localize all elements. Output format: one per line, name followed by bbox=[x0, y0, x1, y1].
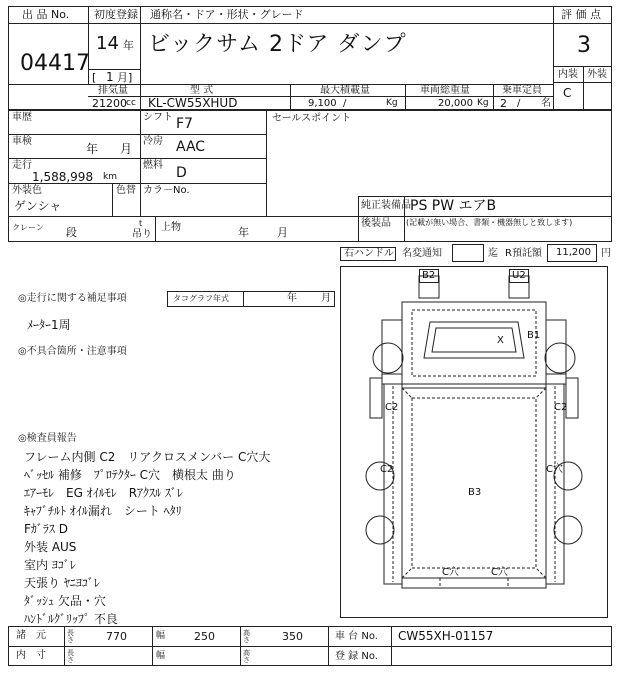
exterior-color-value: ゲンシャ bbox=[14, 199, 62, 213]
diagram-label-c-hole-bottom-left: C穴 bbox=[442, 567, 459, 578]
height-value: 350 bbox=[282, 630, 303, 643]
inspection-month-unit: 月 bbox=[120, 142, 133, 156]
dims-label: 諸 元 bbox=[16, 630, 46, 641]
extras-note: (記載が無い場合、書類・機器無しと致します) bbox=[406, 218, 573, 227]
diagram-label-c-hole-right: C穴 bbox=[546, 464, 563, 475]
driving-notes-title: ◎走行に関する補足事項 bbox=[18, 293, 127, 304]
inspection-label: 車検 bbox=[12, 136, 32, 147]
chassis-label: 車 台 No. bbox=[335, 631, 378, 642]
color-change-label: 色替 bbox=[116, 185, 136, 196]
history-label: 車歴 bbox=[12, 112, 32, 123]
diagram-label-b2: B2 bbox=[422, 270, 436, 281]
first-registration-label: 初度登録 bbox=[94, 8, 138, 21]
evaluation-score: 3 bbox=[577, 33, 591, 58]
interior-label: 内装 bbox=[558, 69, 578, 80]
report-line: 室内 ﾖｺﾞﾚ bbox=[24, 558, 76, 572]
color-number-label: カラ－No. bbox=[143, 185, 190, 196]
diagram-label-c2-left-lower: C2 bbox=[380, 464, 394, 475]
ac-label: 冷房 bbox=[143, 136, 163, 147]
lot-number-label: 出 品 No. bbox=[22, 8, 70, 21]
exterior-label: 外装 bbox=[587, 69, 607, 80]
report-line: Fｶﾞﾗｽ D bbox=[24, 522, 68, 536]
fuel-label: 燃料 bbox=[143, 160, 163, 171]
displacement-label: 排気量 bbox=[98, 85, 128, 96]
recycle-amount: 11,200 bbox=[556, 247, 591, 258]
meter-change-suffix: 迄 bbox=[488, 248, 498, 259]
report-line: ﾍﾞｯｾﾙ 補修 ﾌﾟﾛﾃｸﾀｰ C穴 横根太 曲り bbox=[24, 468, 236, 482]
month-bracket-open: [ bbox=[92, 71, 97, 84]
inspector-report-list bbox=[24, 448, 270, 628]
crane-label: クレーン bbox=[12, 223, 44, 232]
interior-dims-label: 内 寸 bbox=[16, 650, 46, 661]
crane-stage-unit: 段 bbox=[66, 226, 77, 239]
report-line: フレーム内側 C2 リアクロスメンバー C穴大 bbox=[24, 450, 271, 464]
length-label: 長さ bbox=[67, 629, 74, 645]
evaluation-label: 評 価 点 bbox=[561, 8, 601, 21]
max-load-label: 最大積載量 bbox=[320, 85, 370, 96]
interior-height-label: 高さ bbox=[243, 649, 250, 665]
crane-year-unit: 年 bbox=[238, 226, 249, 239]
diagram-label-x: X bbox=[497, 335, 504, 346]
diagram-label-u2: U2 bbox=[512, 270, 526, 281]
capacity-value: 2 bbox=[500, 97, 507, 110]
interior-grade: C bbox=[563, 86, 572, 100]
car-name: ビックサム 2ドア ダンプ bbox=[148, 32, 407, 57]
max-load-value: 9,100 bbox=[308, 98, 337, 109]
mileage-value: 1,588,998 bbox=[32, 170, 94, 184]
max-load-sep: / bbox=[343, 98, 347, 109]
model-code: KL-CW55XHUD bbox=[148, 96, 238, 110]
model-code-label: 型 式 bbox=[190, 85, 214, 96]
displacement-value: 21200 bbox=[92, 97, 127, 110]
tachograph-label: タコグラフ年式 bbox=[173, 294, 229, 303]
interior-width-label: 幅 bbox=[156, 651, 166, 661]
report-line: 天張り ﾔﾆﾖｺﾞﾚ bbox=[24, 576, 100, 590]
meter-change-label: 名変通知 bbox=[402, 248, 442, 259]
recycle-unit: 円 bbox=[601, 248, 611, 259]
inspector-report-title: ◎検査員報告 bbox=[18, 433, 77, 444]
diagram-label-b1: B1 bbox=[527, 330, 541, 341]
sales-point-label: セールスポイント bbox=[272, 113, 352, 124]
width-value: 250 bbox=[194, 630, 215, 643]
model-name-label: 通称名・ドア・形状・グレード bbox=[150, 8, 304, 21]
report-line: ﾊﾝﾄﾞﾙｸﾞﾘｯﾌﾟ 不良 bbox=[24, 612, 118, 626]
fuel-value: D bbox=[176, 165, 187, 181]
extras-label: 後装品 bbox=[361, 218, 391, 229]
first-registration-month-unit: 月] bbox=[117, 71, 133, 84]
capacity-unit: 名 bbox=[541, 98, 551, 109]
first-registration-year: 14 bbox=[96, 33, 119, 54]
meter-note: ﾒｰﾀｰ1周 bbox=[27, 318, 71, 332]
shift-label: シフト bbox=[143, 112, 173, 123]
lot-number: 04417 bbox=[20, 51, 90, 76]
capacity-sep: / bbox=[517, 98, 521, 109]
exterior-color-label: 外装色 bbox=[12, 185, 42, 196]
registration-label: 登 録 No. bbox=[335, 651, 378, 662]
chassis-number: CW55XH-01157 bbox=[398, 629, 494, 643]
mileage-label: 走行 bbox=[12, 160, 32, 171]
report-line: ﾀﾞｯｼｭ 欠品・穴 bbox=[24, 594, 106, 608]
max-load-unit: Kg bbox=[386, 98, 398, 108]
first-registration-month: 1 bbox=[106, 70, 114, 84]
meter-change-box bbox=[452, 244, 484, 262]
equipment-value: PS PW エアB bbox=[410, 198, 497, 214]
gross-weight-value: 20,000 bbox=[438, 98, 473, 109]
diagram-label-c2-left: C2 bbox=[385, 402, 399, 413]
crane-lift-t: t bbox=[139, 219, 143, 228]
tachograph-year-unit: 年 bbox=[287, 293, 297, 304]
diagram-label-c2-right: C2 bbox=[554, 402, 568, 413]
defects-title: ◎不具合箇所・注意事項 bbox=[18, 346, 127, 357]
report-line: ｷｬﾌﾞﾁﾙﾄ ｵｲﾙ漏れ シート ﾍﾀﾘ bbox=[24, 504, 182, 518]
diagram-label-b3: B3 bbox=[468, 487, 482, 498]
ac-value: AAC bbox=[176, 139, 206, 155]
first-registration-year-unit: 年 bbox=[123, 39, 134, 52]
capacity-label: 乗車定員 bbox=[502, 85, 542, 96]
recycle-label: R預託額 bbox=[505, 248, 542, 259]
height-label: 高さ bbox=[243, 629, 250, 645]
right-hand-drive-label: 右ハンドル bbox=[344, 248, 394, 259]
width-label: 幅 bbox=[156, 631, 166, 641]
displacement-unit: cc bbox=[126, 98, 136, 108]
crane-month-unit: 月 bbox=[277, 226, 288, 239]
mileage-unit: km bbox=[103, 172, 117, 182]
gross-weight-label: 車両総重量 bbox=[420, 85, 470, 96]
shift-value: F7 bbox=[176, 116, 193, 132]
truck-outline-diagram bbox=[340, 266, 608, 618]
crane-top-label: 上物 bbox=[161, 222, 181, 233]
equipment-label: 純正装備品 bbox=[361, 200, 411, 211]
tachograph-month-unit: 月 bbox=[321, 293, 331, 304]
inspection-year-unit: 年 bbox=[86, 142, 99, 156]
report-line: 外装 AUS bbox=[24, 540, 77, 554]
gross-weight-unit: Kg bbox=[477, 98, 489, 108]
crane-lift-label: 吊り bbox=[132, 229, 152, 240]
length-value: 770 bbox=[106, 630, 127, 643]
diagram-label-c-hole-bottom-right: C穴 bbox=[491, 567, 508, 578]
report-line: ｴｱｰﾓﾚ EG ｵｲﾙﾓﾚ Rｱｸｽﾙ ｽﾞﾚ bbox=[24, 486, 183, 500]
interior-length-label: 長さ bbox=[67, 649, 74, 665]
